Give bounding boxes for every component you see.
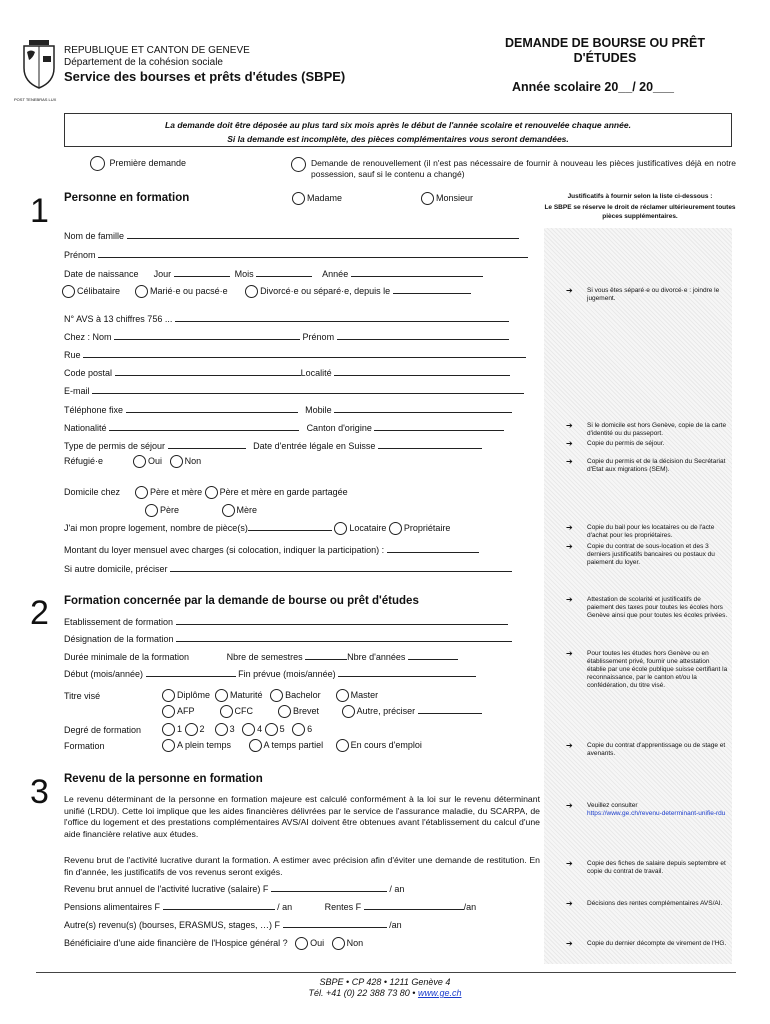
family-name-field[interactable]: Nom de famille	[64, 230, 519, 241]
hospice-yes-radio[interactable]	[295, 937, 308, 950]
first-name-field[interactable]: Prénom	[64, 249, 528, 260]
note-hospice: Copie du dernier décompte de virement de l'HG.	[587, 940, 727, 947]
note-pensions: Décisions des rentes complémentaires AVS/AI.	[587, 900, 723, 907]
note-lease: Copie du bail pour les locataires ou de l'acte d'achat pour les propriétaires.	[587, 524, 715, 539]
service-name: Service des bourses et prêts d'études (SBPE)	[64, 69, 346, 84]
degree-options-row2: AFP CFC Brevet Autre, préciser	[162, 705, 482, 718]
notice-line-1: La demande doit être déposée au plus tard six mois après le début de l'année scolaire et renouvelée chaque année.	[165, 120, 631, 130]
section-2-number: 2	[30, 594, 49, 632]
diplome-radio[interactable]	[162, 689, 175, 702]
duration-field[interactable]: Durée minimale de la formation Nbre de semestres Nbre d'années	[64, 651, 458, 662]
level-options: 1 2 3 4 5 6	[162, 723, 312, 736]
master-radio[interactable]	[336, 689, 349, 702]
footer	[0, 977, 770, 999]
cfc-radio[interactable]	[220, 705, 233, 718]
note-private: Pour toutes les études hors Genève ou en établissement privé, fournir une attestation établie par une école publique suisse certifiant la reconnaissance, par le canton et/ou la confédération, du titre visé.	[587, 650, 728, 689]
other-income-field[interactable]: Autre(s) revenu(s) (bourses, ERASMUS, stages, …) F /an	[64, 920, 402, 930]
level-5-radio[interactable]	[265, 723, 278, 736]
domicile-options: Domicile chez Père et mère Père et mère en garde partagée	[64, 486, 348, 499]
birth-date-field[interactable]: Date de naissance Jour Mois Année	[64, 268, 483, 279]
arrow-icon: ➔	[566, 899, 573, 908]
org-name: REPUBLIQUE ET CANTON DE GENEVE	[64, 45, 250, 56]
footer-divider	[36, 972, 736, 973]
refugee-options: Réfugié·e Oui Non	[64, 455, 201, 468]
form-title: DEMANDE DE BOURSE OU PRÊT D'ÉTUDES	[504, 36, 706, 65]
arrow-icon: ➔	[566, 649, 573, 658]
hospice-no-radio[interactable]	[332, 937, 345, 950]
coat-of-arms-logo	[14, 38, 64, 98]
note-refugee: Copie du permis et de la décision du Secrétariat d'Etat aux migrations (SEM).	[587, 458, 726, 473]
street-field[interactable]: Rue	[64, 349, 526, 360]
arrow-icon: ➔	[566, 457, 573, 466]
arrow-icon: ➔	[566, 801, 573, 810]
notice-box	[64, 113, 732, 147]
madame-option[interactable]: Madame	[292, 192, 342, 205]
institution-field[interactable]: Etablissement de formation	[64, 616, 508, 627]
care-of-field[interactable]: Chez : Nom Prénom	[64, 331, 509, 342]
own-housing-field[interactable]: J'ai mon propre logement, nombre de pièce(s) Locataire Propriétaire	[64, 522, 450, 535]
email-field[interactable]: E-mail	[64, 385, 524, 396]
marie-radio[interactable]	[135, 285, 148, 298]
section-2-title: Formation concernée par la demande de bourse ou prêt d'études	[64, 595, 419, 607]
brevet-radio[interactable]	[278, 705, 291, 718]
renewal-request-radio[interactable]	[291, 156, 308, 174]
program-field[interactable]: Désignation de la formation	[64, 633, 512, 644]
rent-field[interactable]: Montant du loyer mensuel avec charges (si colocation, indiquer la participation) :	[64, 544, 479, 555]
note-domicile: Si le domicile est hors Genève, copie de la carte d'identité ou du passeport.	[587, 422, 727, 437]
other-domicile-field[interactable]: Si autre domicile, préciser	[64, 563, 512, 574]
arrow-icon: ➔	[566, 741, 573, 750]
arrow-icon: ➔	[566, 595, 573, 604]
sidebar-header: Justificatifs à fournir selon la liste ci-dessous : Le SBPE se réserve le droit de réclamer ultérieurement toutes pièces supplémentaires.	[544, 193, 736, 220]
note-lrdu: Veuillez consulter https://www.ge.ch/revenu-determinant-unifie-rdu	[587, 802, 726, 817]
section-3-number: 3	[30, 773, 49, 811]
tenant-radio[interactable]	[334, 522, 347, 535]
level-4-radio[interactable]	[242, 723, 255, 736]
level-1-radio[interactable]	[162, 723, 175, 736]
note-school: Attestation de scolarité et justificatifs de paiement des taxes pour toutes les écoles hors Genève ainsi que pour toutes les écoles privées.	[587, 596, 728, 619]
owner-radio[interactable]	[389, 522, 402, 535]
training-mode-options: A plein temps A temps partiel En cours d'emploi	[162, 739, 422, 752]
permit-field[interactable]: Type de permis de séjour Date d'entrée légale en Suisse	[64, 440, 482, 451]
arrow-icon: ➔	[566, 439, 573, 448]
nationality-field[interactable]: Nationalité Canton d'origine	[64, 422, 504, 433]
phone-field[interactable]: Téléphone fixe Mobile	[64, 404, 512, 415]
arrow-icon: ➔	[566, 286, 573, 295]
refugee-yes-radio[interactable]	[133, 455, 146, 468]
domicile-options-2: Père Mère	[145, 504, 257, 517]
department-name: Département de la cohésion sociale	[64, 57, 223, 68]
section-1-number: 1	[30, 192, 49, 230]
arrow-icon: ➔	[566, 939, 573, 948]
level-6-radio[interactable]	[292, 723, 305, 736]
arrow-icon: ➔	[566, 542, 573, 551]
note-divorce: Si vous êtes séparé·e ou divorcé·e : joindre le jugement.	[587, 287, 720, 302]
training-mode-label: Formation	[64, 741, 105, 751]
note-sublease: Copie du contrat de sous-location et des 3 derniers justificatifs bancaires ou postaux du paiement du loyer.	[587, 543, 715, 566]
arrow-icon: ➔	[566, 859, 573, 868]
degree-label: Titre visé	[64, 691, 101, 701]
domicile-parents-radio[interactable]	[135, 486, 148, 499]
note-salary: Copie des fiches de salaire depuis septembre et copie du contrat de travail.	[587, 860, 726, 875]
footer-contact: Tél. +41 (0) 22 388 73 80 • www.ge.ch	[308, 988, 462, 998]
renewal-request-label: Demande de renouvellement (il n'est pas nécessaire de fournir à nouveau les pièces justificatives déjà en notre possession, sauf si le contenu a changé)	[311, 158, 736, 179]
section-1-title: Personne en formation	[64, 192, 190, 204]
refugee-no-radio[interactable]	[170, 455, 183, 468]
in-employment-radio[interactable]	[336, 739, 349, 752]
notice-line-2: Si la demande est incomplète, des pièces complémentaires vous seront demandées.	[227, 134, 569, 144]
logo-caption: POST TENEBRAS LUX	[14, 97, 57, 102]
first-request-option[interactable]: Première demande	[90, 156, 186, 171]
footer-link[interactable]: www.ge.ch	[417, 988, 462, 998]
first-request-radio[interactable]	[90, 156, 105, 171]
domicile-shared-radio[interactable]	[205, 486, 218, 499]
alimony-field[interactable]: Pensions alimentaires F / an Rentes F /an	[64, 902, 477, 912]
maturite-radio[interactable]	[215, 689, 228, 702]
madame-radio[interactable]	[292, 192, 305, 205]
footer-address: SBPE • CP 428 • 1211 Genève 4	[319, 977, 451, 987]
afp-radio[interactable]	[162, 705, 175, 718]
level-3-radio[interactable]	[215, 723, 228, 736]
monsieur-radio[interactable]	[421, 192, 434, 205]
full-time-radio[interactable]	[162, 739, 175, 752]
school-year: Année scolaire 20__/ 20___	[512, 80, 674, 94]
autre-radio[interactable]	[342, 705, 355, 718]
avs-number-field[interactable]: N° AVS à 13 chiffres 756 ...	[64, 313, 509, 324]
part-time-radio[interactable]	[249, 739, 262, 752]
lrdu-link[interactable]: https://www.ge.ch/revenu-determinant-unifie-rdu	[587, 810, 726, 817]
note-apprenticeship: Copie du contrat d'apprentissage ou de stage et avenants.	[587, 742, 726, 757]
lrdu-paragraph: Le revenu déterminant de la personne en formation majeure est calculé conformément à la loi sur le revenu déterminant unifié (LRDU). Cette loi implique que les aides financières délivrées par le service de l'assurance maladie, du SCARPA, de l'office du logement et des prestations complémentaires AVS/AI doivent être obtenues avant l'établissement du calcul d'une aide financière relative aux études.	[64, 794, 540, 839]
arrow-icon: ➔	[566, 523, 573, 532]
note-permit: Copie du permis de séjour.	[587, 440, 665, 447]
bachelor-radio[interactable]	[270, 689, 283, 702]
divorce-radio[interactable]	[245, 285, 258, 298]
section-3-title: Revenu de la personne en formation	[64, 773, 263, 785]
level-2-radio[interactable]	[185, 723, 198, 736]
hospice-options: Bénéficiaire d'une aide financière de l'Hospice général ? Oui Non	[64, 937, 363, 950]
monsieur-option[interactable]: Monsieur	[421, 192, 473, 205]
arrow-icon: ➔	[566, 421, 573, 430]
degree-options-row1: Diplôme Maturité Bachelor Master	[162, 689, 378, 702]
level-label: Degré de formation	[64, 725, 142, 735]
postal-code-field[interactable]: Code postal Localité	[64, 367, 510, 378]
domicile-mother-radio[interactable]	[222, 504, 235, 517]
gross-income-field[interactable]: Revenu brut annuel de l'activité lucrative (salaire) F / an	[64, 884, 405, 894]
domicile-father-radio[interactable]	[145, 504, 158, 517]
dates-field[interactable]: Début (mois/année) Fin prévue (mois/année)	[64, 668, 476, 679]
income-paragraph: Revenu brut de l'activité lucrative durant la formation. A estimer avec précision afin d'éviter une demande de restitution. En fin d'année, les justificatifs de vos revenus seront exigés.	[64, 855, 540, 877]
civil-status-options: Célibataire Marié·e ou pacsé·e Divorcé·e ou séparé·e, depuis le	[62, 285, 471, 298]
celibataire-radio[interactable]	[62, 285, 75, 298]
